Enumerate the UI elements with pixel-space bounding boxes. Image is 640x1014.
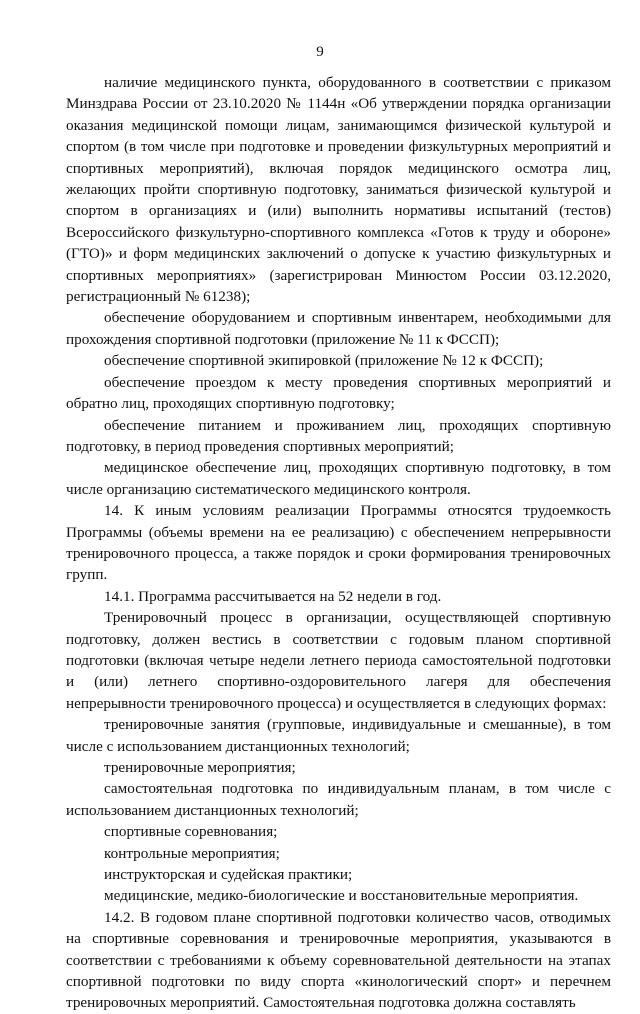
page-number: 9 <box>316 44 324 60</box>
paragraph-food-lodging: обеспечение питанием и проживанием лиц, проходящих спортивную подготовку, в период проведения спортивных мероприятий; <box>66 416 611 455</box>
list-item-medical-events: медицинские, медико-биологические и восстановительные мероприятия. <box>104 887 579 905</box>
paragraph-section-14-1: 14.1. Программа рассчитывается на 52 недели в год. <box>104 587 442 605</box>
paragraph-section-14-2: 14.2. В годовом плане спортивной подготовки количество часов, отводимых на спортивные соревнования и тренировочные мероприятия, указываются в соответствии с требованиями к объему соревновательной деятельности на этапах спортивной подготовки по виду спорта «кинологический спорт» и перечнем тренировочных мероприятий. Самостоятельная подготовка должна составлять <box>66 908 611 1012</box>
document-body <box>66 72 611 1014</box>
paragraph-equipment: обеспечение оборудованием и спортивным инвентарем, необходимыми для прохождения спортивной подготовки (приложение № 11 к ФССП); <box>66 309 611 348</box>
list-item-training-events: тренировочные мероприятия; <box>104 759 296 776</box>
list-item-control-events: контрольные мероприятия; <box>104 844 280 862</box>
paragraph-medical-point: наличие медицинского пункта, оборудованного в соответствии с приказом Минздрава России от 23.10.2020 № 1144н «Об утверждении порядка организации оказания медицинской помощи лицам, занимающимся физической культурой и спортом (в том числе при подготовке и проведении физкультурных мероприятий и спортивных мероприятий), включая порядок медицинского осмотра лиц, желающих пройти спортивную подготовку, заниматься физической культурой и спортом в организациях и (или) выполнить нормативы испытаний (тестов) Всероссийского физкультурно-спортивного комплекса «Готов к труду и обороне» (ГТО)» и форм медицинских заключений о допуске к участию физкультурных и спортивных мероприятиях» (зарегистрирован Минюстом России 03.12.2020, регистрационный № 61238); <box>66 74 611 306</box>
list-item-self-training: самостоятельная подготовка по индивидуальным планам, в том числе с использованием дистанционных технологий; <box>66 780 611 819</box>
list-item-instructor-practice: инструкторская и судейская практики; <box>104 866 353 884</box>
paragraph-medical-support: медицинское обеспечение лиц, проходящих спортивную подготовку, в том числе организацию систематического медицинского контроля. <box>66 459 611 498</box>
paragraph-outfit: обеспечение спортивной экипировкой (приложение № 12 к ФССП); <box>104 352 544 370</box>
paragraph-section-14: 14. К иным условиям реализации Программы относятся трудоемкость Программы (объемы времени на ее реализацию) с обеспечением непрерывности тренировочного процесса, а также порядок и сроки формирования тренировочных групп. <box>66 502 611 584</box>
list-item-competitions: спортивные соревнования; <box>104 823 278 841</box>
paragraph-training-process: Тренировочный процесс в организации, осуществляющей спортивную подготовку, должен вестись в соответствии с годовым планом спортивной подготовки (включая четыре недели летнего периода самостоятельной подготовки и (или) летнего спортивно-оздоровительного лагеря для обеспечения непрерывности тренировочного процесса) и осуществляется в следующих формах: <box>66 609 611 712</box>
list-item-training-sessions: тренировочные занятия (групповые, индивидуальные и смешанные), в том числе с использованием дистанционных технологий; <box>66 716 611 755</box>
paragraph-travel: обеспечение проездом к месту проведения спортивных мероприятий и обратно лиц, проходящих спортивную подготовку; <box>66 373 611 413</box>
